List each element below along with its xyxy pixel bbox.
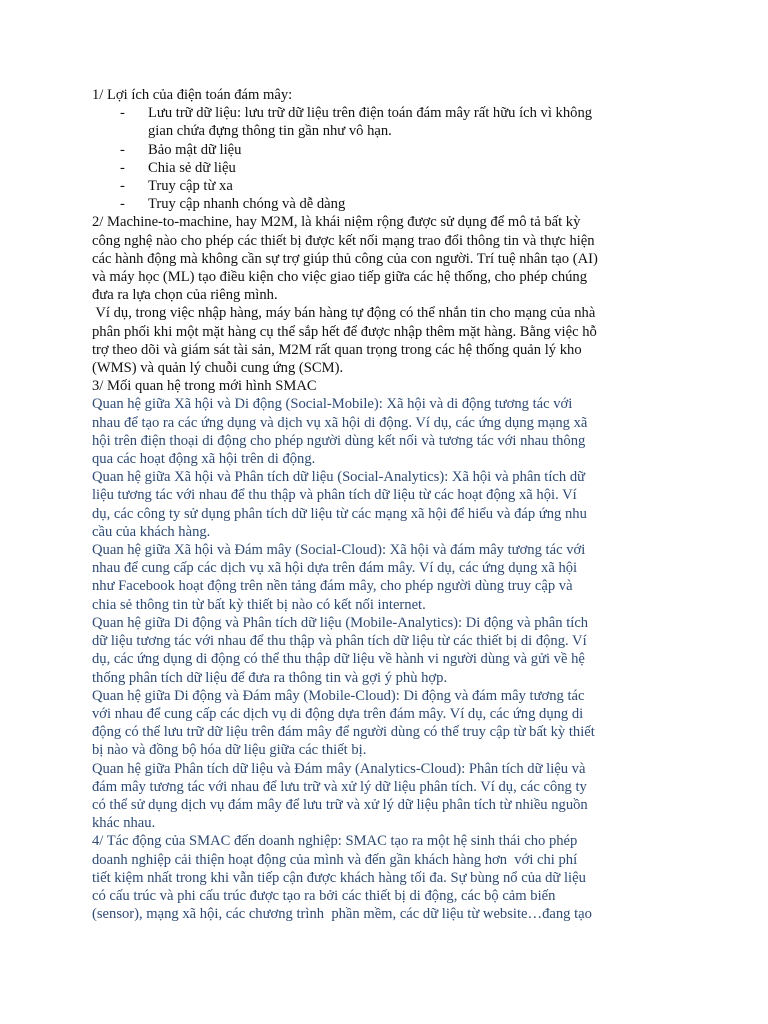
list-item-text: Truy cập nhanh chóng và dễ dàng [148,196,346,213]
text-line: Quan hệ giữa Xã hội và Đám mây (Social-Cloud): Xã hội và đám mây tương tác với [92,542,586,559]
text-line: Quan hệ giữa Xã hội và Di động (Social-Mobile): Xã hội và di động tương tác với [92,396,573,413]
text-line: các hành động mà không cần sự trợ giúp thủ công của con người. Trí tuệ nhân tạo (AI) [92,250,598,267]
list-item-text: Chia sẻ dữ liệu [148,159,236,176]
bullet-dash: - [120,178,125,195]
text-line: trợ theo dõi và giám sát tài sản, M2M rất quan trọng trong các hệ thống quản lý kho [92,341,582,358]
list-item [92,177,704,195]
text-line: Ví dụ, trong việc nhập hàng, máy bán hàng tự động có thể nhắn tin cho mạng của nhà [92,305,596,322]
text-line: nhau để cung cấp các dịch vụ xã hội dựa trên đám mây. Ví dụ, các ứng dụng xã hội [92,560,578,577]
text-line: đưa ra lựa chọn của riêng mình. [92,287,278,304]
text-line: khác nhau. [92,815,156,832]
list-item-text: Bảo mật dữ liệu [148,141,242,158]
text-line: và máy học (ML) tạo điều kiện cho việc giao tiếp giữa các hệ thống, cho phép chúng [92,269,588,286]
list-item-text: Truy cập từ xa [148,178,233,195]
text-line: công nghệ nào cho phép các thiết bị được kết nối mạng trao đổi thông tin và thực hiện [92,232,595,249]
text-line: tiết kiệm nhất trong khi vẫn tiếp cận được khách hàng tối đa. Sự bùng nổ của dữ liệu [92,869,586,886]
text-line: qua các hoạt động xã hội trên di động. [92,451,316,468]
list-item [92,195,704,213]
text-line: có cấu trúc và phi cấu trúc được tạo ra bởi các thiết bị di động, các bộ cảm biến [92,887,556,904]
text-line: với nhau để cung cấp các dịch vụ di động dựa trên đám mây. Ví dụ, các ứng dụng di [92,705,584,722]
benefits-list [92,104,704,213]
text-line: thống phân tích dữ liệu để đưa ra thông tin và gợi ý phù hợp. [92,669,448,686]
list-item [92,159,704,177]
bullet-dash: - [120,141,125,158]
text-line: Quan hệ giữa Xã hội và Phân tích dữ liệu (Social-Analytics): Xã hội và phân tích dữ [92,469,586,486]
text-line: động có thể lưu trữ dữ liệu trên đám mây để người dùng có thể truy cập từ bất kỳ thiết [92,724,595,741]
text-line: chia sẻ thông tin từ bất kỳ thiết bị nào có kết nối internet. [92,596,426,613]
text-line: có thể sử dụng dịch vụ đám mây để lưu trữ và xử lý dữ liệu phân tích từ nhiều nguồn [92,796,588,813]
text-line: dụ, các công ty sử dụng phân tích dữ liệu từ các mạng xã hội để hiểu và đáp ứng nhu [92,505,587,522]
text-line: (WMS) và quản lý chuỗi cung ứng (SCM). [92,360,344,377]
bullet-dash: - [120,159,125,176]
text-line: Quan hệ giữa Di động và Đám mây (Mobile-Cloud): Di động và đám mây tương tác [92,687,585,704]
list-item-text: Lưu trữ dữ liệu: lưu trữ dữ liệu trên điện toán đám mây rất hữu ích vì không [148,105,593,122]
bullet-dash: - [120,105,125,122]
text-line: 2/ Machine-to-machine, hay M2M, là khái niệm rộng được sử dụng để mô tả bất kỳ [92,214,581,231]
text-line: như Facebook hoạt động trên nền tảng đám mây, cho phép người dùng truy cập và [92,578,573,595]
document-page [92,86,704,923]
section-3-relations [92,395,704,832]
text-line: doanh nghiệp cải thiện hoạt động của mình và đến gần khách hàng hơn với chi phí [92,851,578,868]
section-1-heading: 1/ Lợi ích của điện toán đám mây: [92,87,293,103]
section-4-paragraph [92,832,704,923]
text-line: bị nào và đồng bộ hóa dữ liệu giữa các thiết bị. [92,742,367,759]
text-line: Quan hệ giữa Phân tích dữ liệu và Đám mây (Analytics-Cloud): Phân tích dữ liệu và [92,760,586,777]
text-line: cầu của khách hàng. [92,523,211,540]
section-3-heading: 3/ Mối quan hệ trong mới hình SMAC [92,378,317,395]
bullet-dash: - [120,196,125,213]
text-line: phân phối khi một mặt hàng cụ thể sắp hết để được nhập thêm mặt hàng. Bằng việc hỗ [92,323,597,340]
text-line: Quan hệ giữa Di động và Phân tích dữ liệu (Mobile-Analytics): Di động và phân tích [92,614,589,631]
text-line: (sensor), mạng xã hội, các chương trình phần mềm, các dữ liệu từ website…đang tạo [92,906,592,923]
text-line: liệu tương tác với nhau để thu thập và phân tích dữ liệu từ các hoạt động xã hội. Ví [92,487,577,504]
section-2-paragraph [92,213,704,377]
text-line: hội trên điện thoại di động cho phép người dùng kết nối và tương tác với nhau thông [92,432,586,449]
text-line: dữ liệu tương tác với nhau để thu thập và phân tích dữ liệu từ các thiết bị di động. Ví [92,633,587,650]
list-item [92,104,704,140]
text-line: nhau để tạo ra các ứng dụng và dịch vụ xã hội di động. Ví dụ, các ứng dụng mạng xã [92,414,588,431]
text-line: dụ, các ứng dụng di động có thể thu thập dữ liệu về hành vi người dùng và gửi về hệ [92,651,585,668]
text-line: đám mây tương tác với nhau để lưu trữ và xử lý dữ liệu phân tích. Ví dụ, các công ty [92,778,587,795]
text-line: 4/ Tác động của SMAC đến doanh nghiệp: SMAC tạo ra một hệ sinh thái cho phép [92,833,578,850]
list-item [92,141,704,159]
list-item-text-continued: gian chứa đựng thông tin gần như vô hạn. [148,123,392,140]
